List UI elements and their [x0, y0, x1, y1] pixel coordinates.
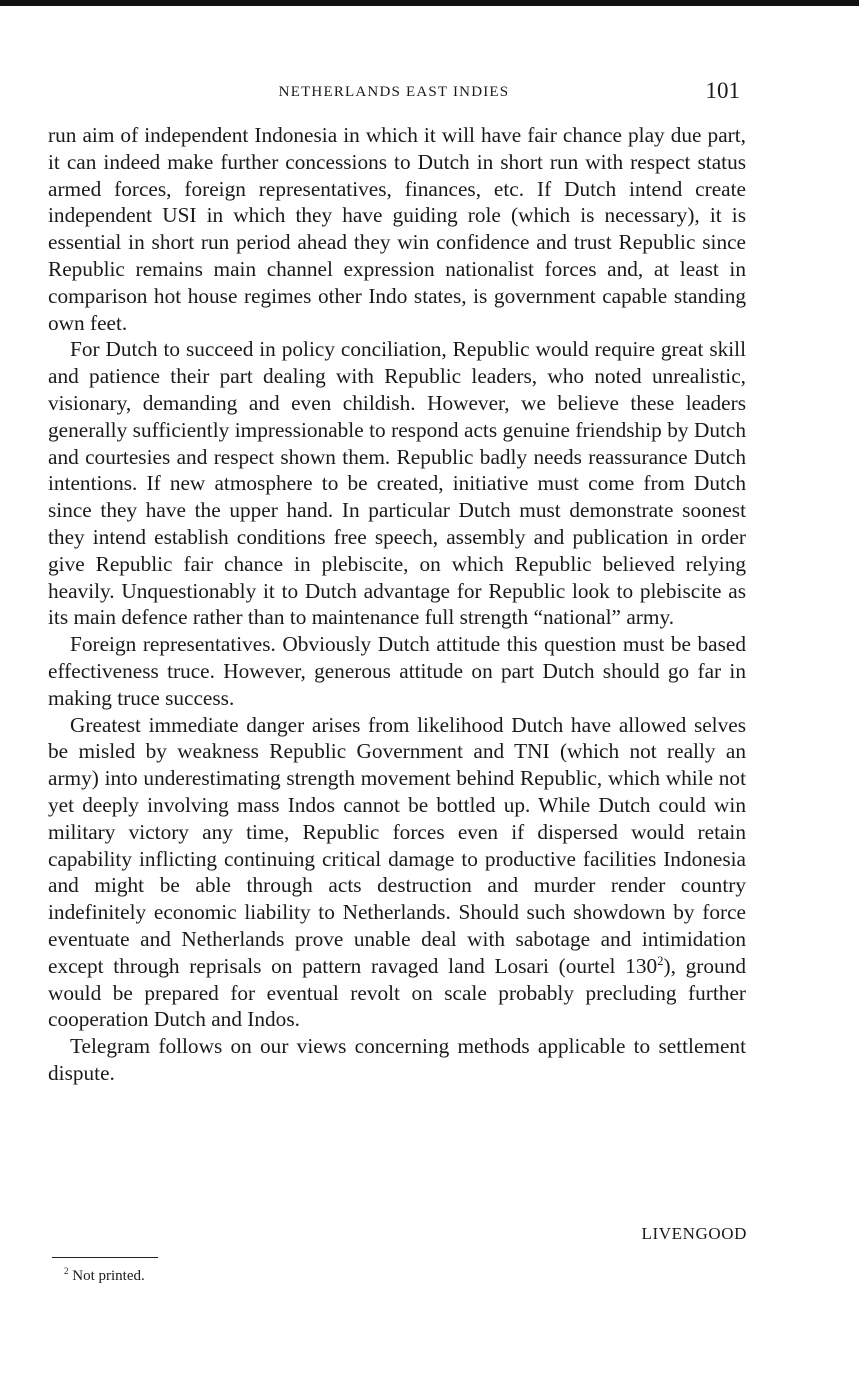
body-text — [48, 122, 746, 1087]
top-page-edge-rule — [0, 0, 859, 6]
footnote-marker: 2 — [64, 1266, 69, 1276]
running-title: NETHERLANDS EAST INDIES — [278, 84, 510, 100]
paragraph-dutch-conciliation: For Dutch to succeed in policy conciliation, Republic would require great skill and patience their part dealing with Republic leaders, who noted unrealistic, visionary, demanding and even childish. However, we believe these leaders generally sufficiently impressionable to respond acts genuine friendship by Dutch and courtesies and respect shown them. Republic badly needs reassurance Dutch intentions. If new atmosphere to be created, initiative must come from Dutch since they have the upper hand. In particular Dutch must demonstrate soonest they intend establish conditions free speech, assembly and publication in order give Republic fair chance in plebiscite, on which Republic believed relying heavily. Unquestionably it to Dutch advantage for Republic look to plebiscite as its main defence rather than to maintenance full strength “national” army. — [48, 337, 746, 630]
paragraph-continuation: run aim of independent Indonesia in which it will have fair chance play due part, it can indeed make further concessions to Dutch in short run with respect status armed forces, foreign representatives, finances, etc. If Dutch intend create independent USI in which they have guiding role (which is necessary), it is essential in short run period ahead they win confidence and trust Republic since Republic remains main channel expression nationalist forces and, at least in comparison hot house regimes other Indo states, is government capable standing own feet. — [48, 123, 746, 335]
footnote-divider — [52, 1257, 158, 1258]
paragraph-foreign-representatives: Foreign representatives. Obviously Dutch attitude this question must be based effectiveness truce. However, generous attitude on part Dutch should go far in making truce success. — [48, 632, 746, 710]
paragraph-immediate-danger — [48, 712, 746, 1034]
footnote — [64, 1268, 145, 1285]
page-number: 101 — [705, 78, 740, 103]
danger-text-part-2: ), ground would be prepared for eventual revolt on scale probably precluding further cooperation Dutch and Indos. — [48, 953, 746, 1032]
footnote-reference: 2 — [657, 953, 664, 968]
danger-text-part-1: Greatest immediate danger arises from likelihood Dutch have allowed selves be misled by weakness Republic Government and TNI (which not really an army) into underestimating strength movement behind Republic, which while not yet deeply involving mass Indos cannot be bottled up. While Dutch could win military victory any time, Republic forces even if dispersed would retain capability inflicting continuing critical damage to productive facilities Indonesia and might be able through acts destruction and murder render country indefinitely economic liability to Netherlands. Should such showdown by force eventuate and Netherlands prove unable deal with sabotage and intimidation except through reprisals on pattern ravaged land Losari (ourtel 130 — [48, 712, 746, 978]
paragraph-telegram-follows: Telegram follows on our views concerning methods applicable to settlement dispute. — [48, 1034, 746, 1085]
signature: LIVENGOOD — [641, 1224, 747, 1243]
running-header — [48, 78, 740, 108]
footnote-text: Not printed. — [72, 1268, 145, 1284]
